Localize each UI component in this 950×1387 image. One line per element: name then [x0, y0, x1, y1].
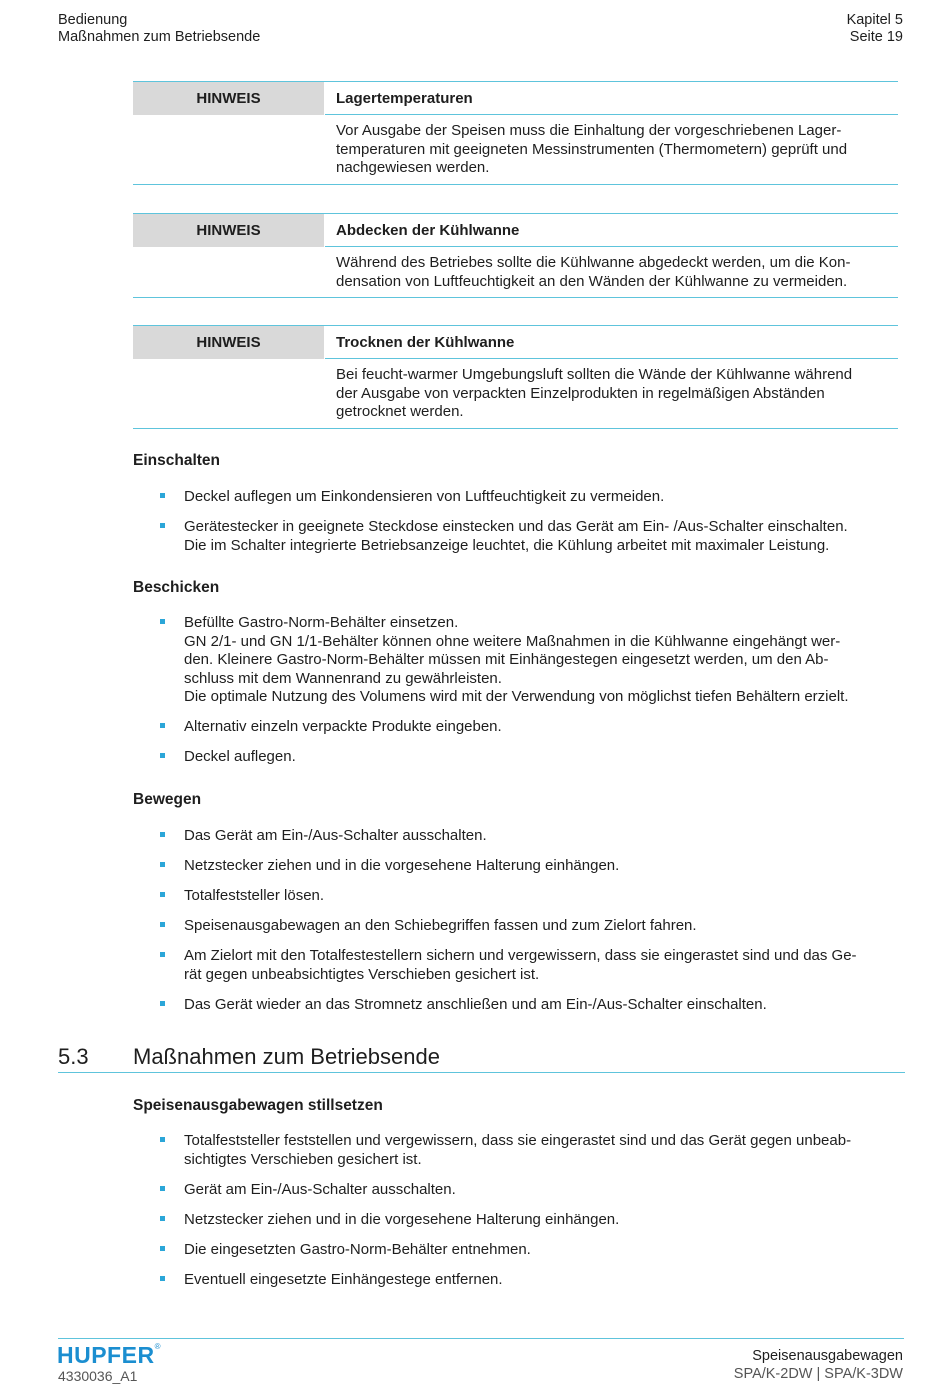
list-item-text: Das Gerät am Ein-/Aus-Schalter ausschalten.	[184, 827, 487, 844]
list-item-text: Gerät am Ein-/Aus-Schalter ausschalten.	[184, 1180, 456, 1198]
list-item	[160, 947, 910, 984]
notice-title: Lagertemperaturen	[325, 82, 898, 115]
list-item	[160, 1241, 910, 1260]
list-item	[160, 488, 910, 507]
notice-bottom-rule	[133, 297, 898, 298]
section-number: 5.3	[58, 1044, 89, 1069]
list-item-text: Netzstecker ziehen und in die vorgesehene Halterung einhängen.	[184, 857, 620, 874]
bullet-square-icon	[160, 1216, 165, 1221]
bullet-square-icon	[160, 619, 165, 624]
bullet-square-icon	[160, 952, 165, 957]
bullet-square-icon	[160, 862, 165, 867]
registered-mark: ®	[154, 1342, 161, 1352]
notice-box	[133, 81, 898, 185]
section-title: Maßnahmen zum Betriebsende	[133, 1044, 440, 1069]
bullet-square-icon	[160, 523, 165, 528]
bullet-square-icon	[160, 1186, 165, 1191]
list-item	[160, 518, 910, 555]
notice-title: Trocknen der Kühlwanne	[325, 326, 898, 359]
bullet-square-icon	[160, 493, 165, 498]
list-item-text: Netzstecker ziehen und in die vorgesehene Halterung einhängen.	[184, 1210, 620, 1228]
subheading-beschicken: Beschicken	[133, 579, 220, 596]
list-item-text: Am Zielort mit den Totalfestestellern sichern und vergewissern, dass sie eingerastet sind und das Ge- rät gegen unbeabsichtigtes Verschieben gesichert ist.	[184, 947, 857, 983]
list-item-text: Gerätestecker in geeignete Steckdose einstecken und das Gerät am Ein- /Aus-Schalter einschalten. Die im Schalter integrierte Betriebsanzeige leuchtet, die Kühlung arbeitet mit maximaler Leistung.	[184, 518, 848, 554]
bullet-square-icon	[160, 1246, 165, 1251]
list-item	[160, 718, 910, 737]
product-name: Speisenausgabewagen	[752, 1348, 903, 1364]
subheading-stillsetzen: Speisenausgabewagen stillsetzen	[133, 1097, 383, 1114]
notice-tag: HINWEIS	[133, 82, 324, 115]
header-page-number: Seite 19	[849, 29, 903, 45]
list-item-text: Totalfeststeller feststellen und vergewissern, dass sie eingerastet sind und das Gerät gegen unbeab- sichtigtes Verschieben gesichert ist.	[184, 1132, 852, 1168]
header-chapter-number: Kapitel 5	[846, 12, 903, 28]
list-item	[160, 917, 910, 936]
footer-product-info	[734, 1347, 903, 1383]
list-item	[160, 1271, 910, 1290]
section-rule	[58, 1072, 905, 1073]
bullet-square-icon	[160, 1137, 165, 1142]
list-item	[160, 827, 910, 846]
list-stillsetzen	[160, 1132, 910, 1301]
list-item	[160, 748, 910, 767]
product-models: SPA/K-2DW | SPA/K-3DW	[733, 1366, 903, 1382]
notice-box	[133, 325, 898, 429]
brand-logo-text: HUPFER	[57, 1342, 155, 1368]
list-bewegen	[160, 827, 910, 1026]
list-item	[160, 996, 910, 1015]
list-item	[160, 614, 910, 707]
notice-tag: HINWEIS	[133, 326, 324, 359]
bullet-square-icon	[160, 753, 165, 758]
bullet-square-icon	[160, 922, 165, 927]
notice-text: Während des Betriebes sollte die Kühlwanne abgedeckt werden, um die Kon- densation von Luftfeuchtigkeit an den Wänden der Kühlwanne zu vermeiden.	[336, 254, 851, 290]
list-item-text: Die eingesetzten Gastro-Norm-Behälter entnehmen.	[184, 1240, 531, 1258]
notice-text: Vor Ausgabe der Speisen muss die Einhaltung der vorgeschriebenen Lager- temperaturen mit geeigneten Messinstrumenten (Thermometern) geprüft und nachgewiesen werden.	[336, 122, 848, 176]
notice-bottom-rule	[133, 428, 898, 429]
notice-text: Bei feucht-warmer Umgebungsluft sollten die Wände der Kühlwanne während der Ausgabe von verpackten Einzelprodukten in regelmäßigen Abständen getrocknet werden.	[336, 366, 853, 420]
list-item-text: Alternativ einzeln verpackte Produkte eingeben.	[184, 718, 502, 735]
list-item	[160, 857, 910, 876]
bullet-square-icon	[160, 1001, 165, 1006]
notice-title: Abdecken der Kühlwanne	[325, 214, 898, 247]
list-item-text: Befüllte Gastro-Norm-Behälter einsetzen. GN 2/1- und GN 1/1-Behälter können ohne weitere Maßnahmen in die Kühlwanne eingehängt wer- den. Kleinere Gastro-Norm-Behälter müssen mit Einhängestegen eingesetzt werden, um den Ab- schluss mit dem Wannenrand zu gewährleisten. Die optimale Nutzung des Volumens wird mit der Verwendung von möglichst tiefen Behältern erzielt.	[184, 614, 849, 705]
list-item-text: Das Gerät wieder an das Stromnetz anschließen und am Ein-/Aus-Schalter einschalten.	[184, 995, 767, 1013]
list-item	[160, 1211, 910, 1230]
list-einschalten	[160, 488, 910, 567]
footer-rule	[58, 1338, 904, 1339]
list-item-text: Totalfeststeller lösen.	[184, 887, 325, 904]
running-header-left	[58, 12, 260, 46]
list-beschicken	[160, 614, 910, 778]
list-item-text: Deckel auflegen.	[184, 748, 296, 765]
list-item	[160, 1181, 910, 1200]
list-item-text: Deckel auflegen um Einkondensieren von Luftfeuchtigkeit zu vermeiden.	[184, 488, 665, 505]
subheading-einschalten: Einschalten	[133, 452, 220, 469]
bullet-square-icon	[160, 1276, 165, 1281]
list-item-text: Speisenausgabewagen an den Schiebegriffen fassen und zum Zielort fahren.	[184, 917, 697, 934]
list-item-text: Eventuell eingesetzte Einhängestege entfernen.	[184, 1270, 503, 1288]
header-chapter-name: Bedienung	[58, 12, 128, 28]
notice-tag: HINWEIS	[133, 214, 324, 247]
subheading-bewegen: Bewegen	[133, 791, 202, 808]
brand-logo	[57, 1342, 161, 1369]
bullet-square-icon	[160, 892, 165, 897]
document-number: 4330036_A1	[58, 1368, 138, 1384]
running-header-right	[847, 12, 903, 46]
header-section-name: Maßnahmen zum Betriebsende	[58, 29, 261, 45]
list-item	[160, 1132, 910, 1169]
notice-box	[133, 213, 898, 298]
bullet-square-icon	[160, 832, 165, 837]
list-item	[160, 887, 910, 906]
notice-bottom-rule	[133, 184, 898, 185]
bullet-square-icon	[160, 723, 165, 728]
